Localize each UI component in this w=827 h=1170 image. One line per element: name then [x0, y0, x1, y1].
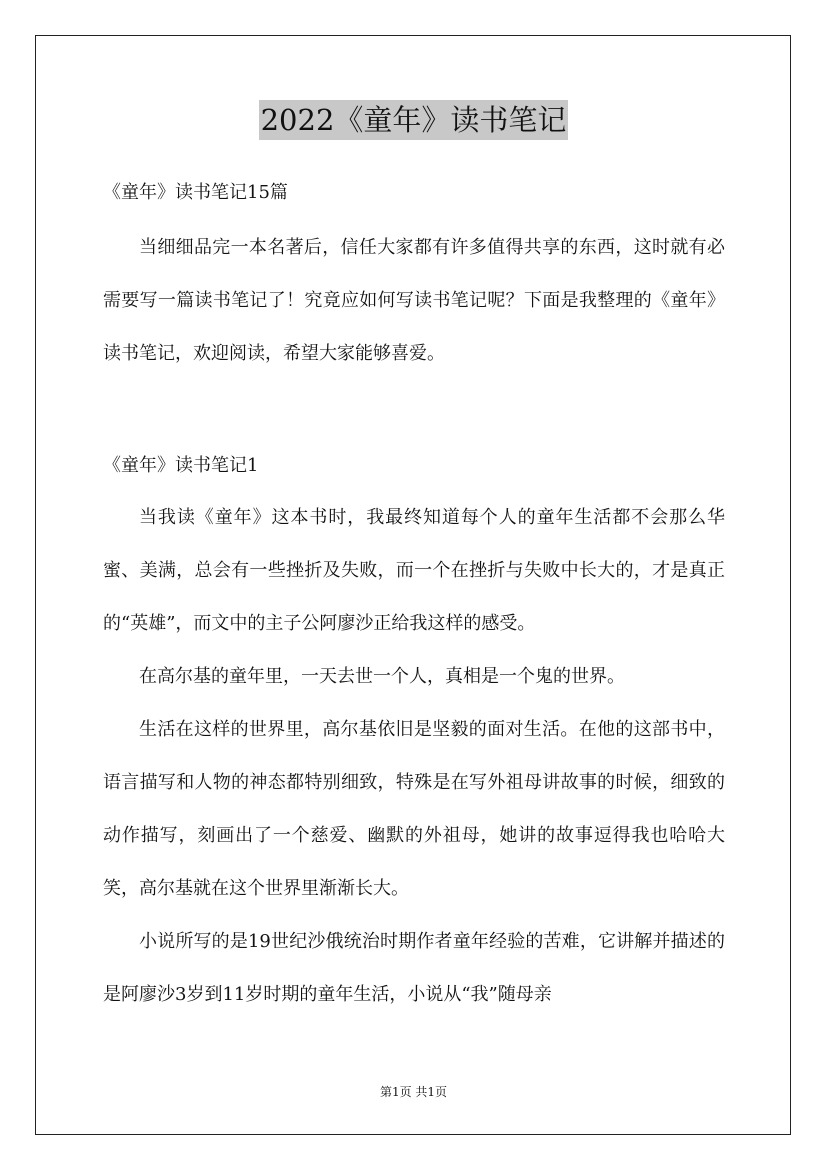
- body-paragraph: 生活在这样的世界里，高尔基依旧是坚毅的面对生活。在他的这部书中，语言描写和人物的神态都特别细致，特殊是在写外祖母讲故事的时候，细致的动作描写，刻画出了一个慈爱、幽默的外祖母，她讲的故事逗得我也哈哈大笑，高尔基就在这个世界里渐渐长大。: [103, 719, 725, 899]
- body-paragraph: 在高尔基的童年里，一天去世一个人，真相是一个鬼的世界。: [139, 666, 625, 687]
- intro-block: [103, 221, 725, 380]
- intro-paragraph: 当细细品完一本名著后，信任大家都有许多值得共享的东西，这时就有必需要写一篇读书笔记了！究竟应如何写读书笔记呢？下面是我整理的《童年》读书笔记，欢迎阅读，希望大家能够喜爱。: [103, 237, 725, 364]
- body-block: [103, 491, 725, 1021]
- body-paragraph: 小说所写的是19世纪沙俄统治时期作者童年经验的苦难，它讲解并描述的是阿廖沙3岁到11岁时期的童年生活，小说从“我”随母亲: [103, 931, 725, 1005]
- document-subtitle: 《童年》读书笔记15篇: [103, 182, 288, 203]
- body-paragraph: 当我读《童年》这本书时，我最终知道每个人的童年生活都不会那么华蜜、美满，总会有一些挫折及失败，而一个在挫折与失败中长大的，才是真正的“英雄”，而文中的主子公阿廖沙正给我这样的感受。: [103, 507, 725, 634]
- page-footer: 第1页 共1页: [379, 1085, 448, 1099]
- title-container: [0, 100, 827, 140]
- document-title: 2022《童年》读书笔记: [259, 100, 569, 140]
- section-heading: 《童年》读书笔记1: [103, 455, 259, 476]
